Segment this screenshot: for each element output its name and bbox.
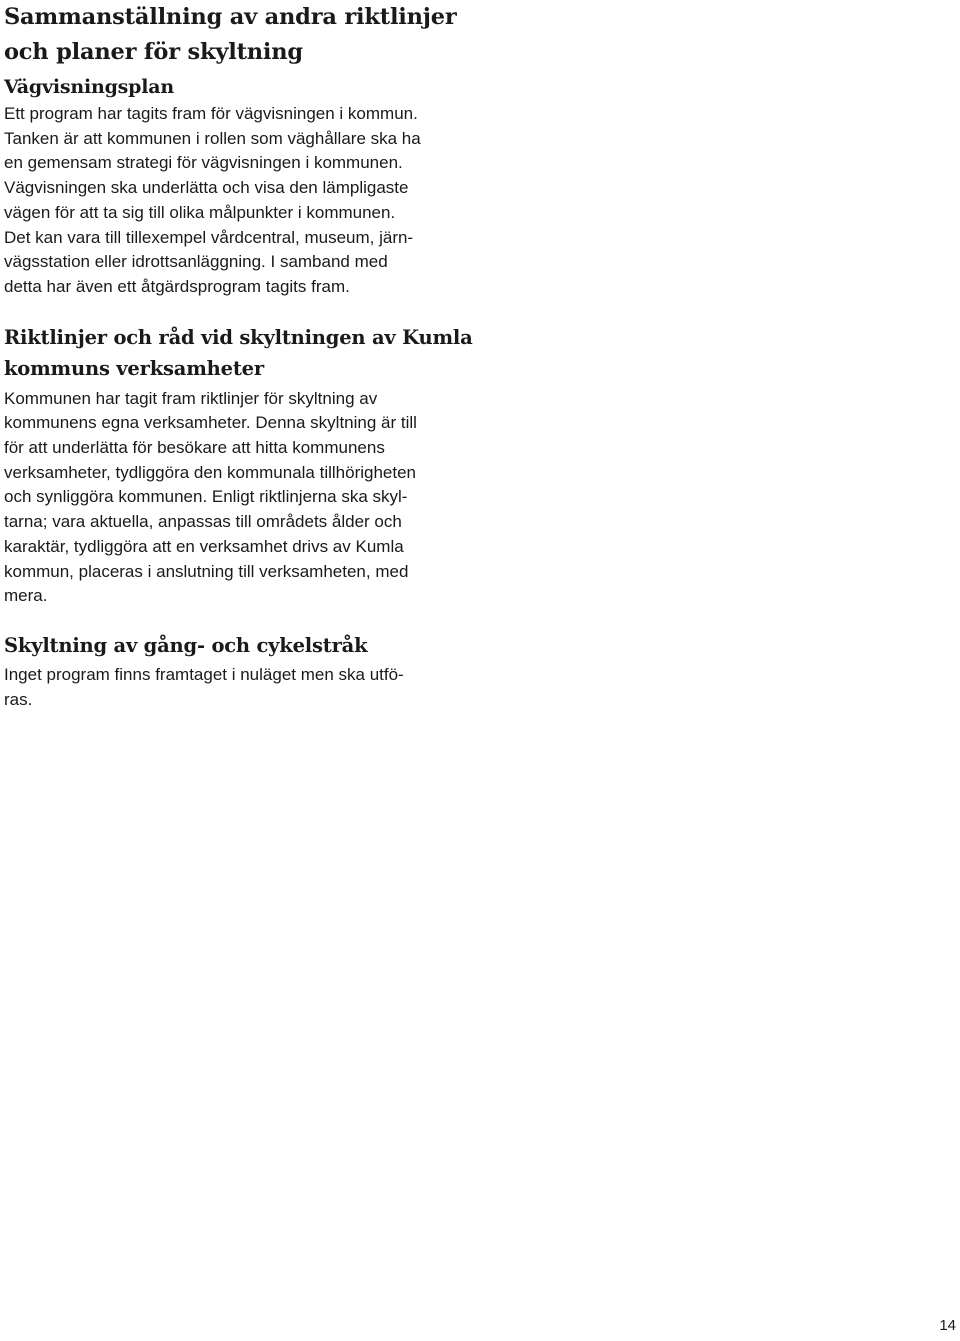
body-line: en gemensam strategi för vägvisningen i kommunen.: [4, 153, 403, 173]
section-body: [4, 102, 474, 300]
body-line: Kommunen har tagit fram riktlinjer för skyltning av: [4, 388, 378, 408]
text-column: [4, 0, 474, 712]
body-line: Inget program finns framtaget i nuläget men ska utfö-: [4, 664, 404, 684]
body-line: och synliggöra kommunen. Enligt riktlinjerna ska skyl-: [4, 487, 408, 507]
body-line: vägsstation eller idrottsanläggning. I samband med: [4, 252, 388, 272]
body-line: ras.: [4, 689, 33, 709]
body-line: Ett program har tagits fram för vägvisningen i kommun.: [4, 104, 418, 123]
body-line: verksamheter, tydliggöra den kommunala tillhörigheten: [4, 462, 417, 482]
section-heading: [4, 630, 474, 661]
body-line: detta har även ett åtgärdsprogram tagits fram.: [4, 276, 350, 296]
page-number: 14: [939, 1317, 956, 1334]
page-title-line: och planer för skyltning: [4, 39, 303, 65]
section-heading: [4, 322, 474, 384]
page-title: [4, 0, 474, 70]
section-heading-line: kommuns verksamheter: [4, 356, 264, 380]
body-line: för att underlätta för besökare att hitta kommunens: [4, 438, 385, 458]
body-line: Det kan vara till tillexempel vårdcentral, museum, järn-: [4, 227, 414, 247]
section-heading-line: Skyltning av gång- och cykelstråk: [4, 633, 368, 657]
body-line: karaktär, tydliggöra att en verksamhet drivs av Kumla: [4, 536, 404, 556]
body-line: kommunens egna verksamheter. Denna skyltning är till: [4, 413, 417, 433]
section-skyltning-gang-cykel: [4, 630, 474, 712]
section-body: [4, 387, 474, 609]
section-heading: [4, 74, 474, 100]
body-line: Vägvisningen ska underlätta och visa den lämpligaste: [4, 178, 409, 198]
body-line: kommun, placeras i anslutning till verksamheten, med: [4, 561, 409, 581]
body-line: mera.: [4, 586, 48, 606]
body-line: Tanken är att kommunen i rollen som väghållare ska ha: [4, 128, 421, 148]
section-heading-line: Riktlinjer och råd vid skyltningen av Kumla: [4, 325, 473, 349]
section-body: [4, 663, 474, 712]
body-line: tarna; vara aktuella, anpassas till områdets ålder och: [4, 512, 402, 532]
section-riktlinjer: [4, 322, 474, 609]
section-heading-line: Vägvisningsplan: [4, 76, 175, 98]
body-line: vägen för att ta sig till olika målpunkter i kommunen.: [4, 202, 396, 222]
section-vagvisningsplan: [4, 74, 474, 300]
page-title-line: Sammanställning av andra riktlinjer: [4, 4, 457, 30]
